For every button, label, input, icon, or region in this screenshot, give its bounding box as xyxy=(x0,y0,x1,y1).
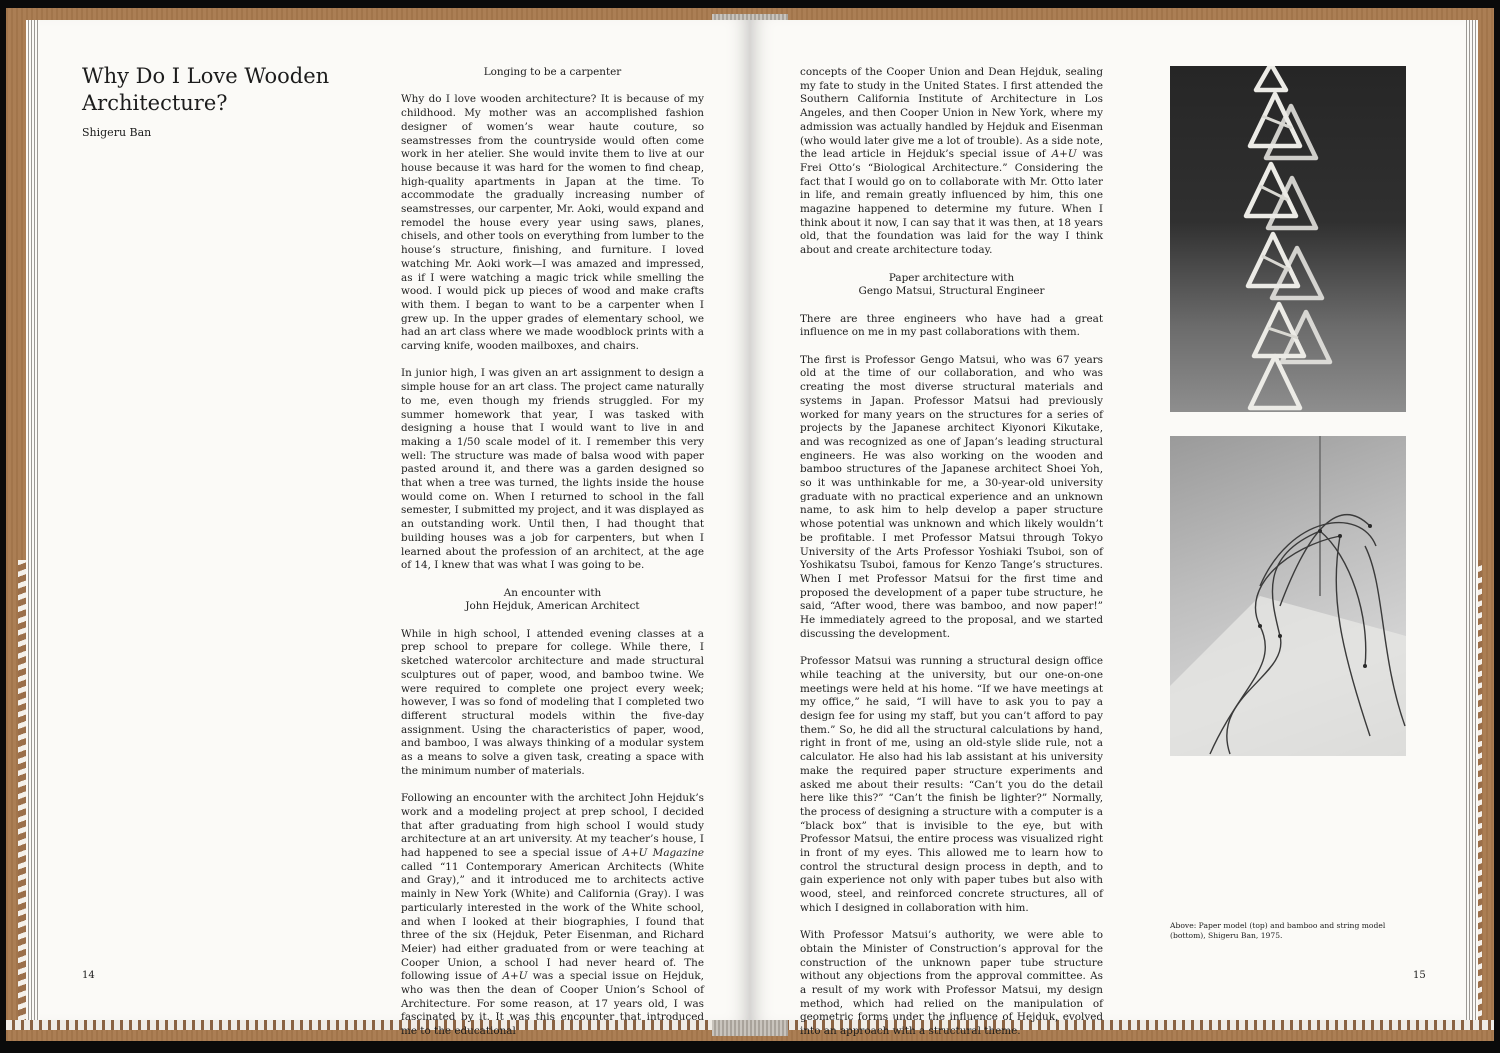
paragraph-professor-matsui: The first is Professor Gengo Matsui, who was 67 years old at the time of our collaboration, and who was creating the most diverse structural materials and systems in Japan. Professor Matsui had previously worked for many years on the structures for a series of projects by the Japanese architect Kiyonori Kikutake, and was recognized as one of Japan’s leading structural engineers. He was also working on the wooden and bamboo structures of the Japanese architect Shoei Yoh, so it was unthinkable for me, a 30-year-old university graduate with no practical experience and an unknown name, to ask him to help develop a paper structure whose potential was unknown and which likely wouldn’t be profitable. I met Professor Matsui through Tokyo University of the Arts Professor Yoshiaki Tsuboi, son of Yoshikatsu Tsuboi, famous for Kenzo Tange’s structures. When I met Professor Matsui for the first time and proposed the development of a paper tube structure, he said, “After wood, there was bamboo, and now paper!” He immediately agreed to the proposal, and we started discussing the development. xyxy=(800,353,1103,640)
paragraph-encounter-part2: called “11 Contemporary American Architects (White and Gray),” and it introduced me to architects active mainly in New York (White) and California (Gray). I was particularly interested in the work of the White school, and when I looked at their biographies, I found that three of the six (Hejduk, Peter Eisenman, and Richard Meier) had either graduated from or were teaching at Cooper Union, a school I had never heard of. The following issue of xyxy=(401,860,704,983)
photo-caption: Above: Paper model (top) and bamboo and string model (bottom), Shigeru Ban, 1975. xyxy=(1170,921,1386,940)
paragraph-approval: With Professor Matsui’s authority, we were able to obtain the Minister of Construction’s approval for the construction of the unknown paper tube structure without any objections from the approval committee. As a result of my work with Professor Matsui, my design method, which had relied on the manipulation of geometric forms under the influence of Hejduk, evolved into an approach with a structural theme. xyxy=(800,929,1103,1038)
bamboo-model-drawing xyxy=(1170,436,1406,756)
article-title: Why Do I Love Wooden Architecture? xyxy=(82,64,330,115)
paragraph-junior-high: In junior high, I was given an art assignment to design a simple house for an art class. The project came naturally to me, even though my friends struggled. For my summer homework that year, I was tasked with designing a house that I would want to live in and making a 1/50 scale model of it. I remember this very well: The structure was made of balsa wood with paper pasted around it, and there was a garden designed so that when a tree was turned, the lights inside the house would come on. When I returned to school in the fall semester, I submitted my project, and it was displayed as an outstanding work. Until then, I had thought that building houses was a job for carpenters, but when I learned about the profession of an architect, at the age of 14, I knew that was what I was going to be. xyxy=(401,367,704,572)
paragraph-encounter-part1: Following an encounter with the architect John Hejduk’s work and a modeling project at prep school, I decided that after graduating from high school I would study architecture at an art university. At my teacher’s house, I had happened to see a special issue of xyxy=(401,792,704,859)
magazine-abbrev-italic: A+U xyxy=(502,970,528,983)
page-number-right: 15 xyxy=(1413,970,1426,981)
section-heading-matsui-line2: Gengo Matsui, Structural Engineer xyxy=(858,285,1045,298)
paragraph-encounter-part3: was a special issue on Hejduk, who was then the dean of Cooper Union’s School of Architecture. For some reason, at 17 years old, I was fascinated by it. It was this encounter that introduced me to the educational xyxy=(401,970,704,1038)
magazine-abbrev-italic-2: A+U xyxy=(1051,148,1077,161)
paragraph-cooper-union-part2: was Frei Otto’s “Biological Architecture.” Considering the fact that I would go on to collaborate with Mr. Otto later in life, and remain greatly influenced by him, this one magazine happened to determine my future. When I think about it now, I can say that it was then, at 18 years old, that the foundation was laid for the way I think about and create architecture today. xyxy=(800,148,1103,257)
magazine-title-italic: A+U Magazine xyxy=(622,847,705,859)
paragraph-structural-office: Professor Matsui was running a structural design office while teaching at the university, but our one-on-one meetings were held at his home. “If we have meetings at my office,” he said, “I will have to ask you to pay a design fee for using my staff, but you can’t afford to pay them.” So, he did all the structural calculations by hand, right in front of me, using an old-style slide rule, not a calculator. He also had his lab assistant at his university make the required paper structure experiments and asked me about their results: “Can’t you do the detail here like this?” “Can’t the finish be lighter?” Normally, the process of designing a structure with a computer is a “black box” that is invisible to the eye, but with Professor Matsui, the entire process was visualized right in front of my eyes. This allowed me to learn how to control the structural design process in depth, and to gain experience not only with paper tubes but also with wood, steel, and reinforced concrete structures, all of which I designed in collaboration with him. xyxy=(800,655,1103,914)
paper-model-triangles xyxy=(1170,66,1406,412)
photo-bamboo-string-model xyxy=(1170,436,1406,756)
page-edges-right xyxy=(1464,20,1478,1020)
page-edges-left xyxy=(26,20,40,1020)
section-heading-carpenter: Longing to be a carpenter xyxy=(483,66,622,78)
paragraph-cooper-union-part1: concepts of the Cooper Union and Dean Hejduk, sealing my fate to study in the United States. I first attended the Southern California Institute of Architecture in Los Angeles, and then Cooper Union in New York, where my admission was actually handled by Hejduk and Eisenman (who would later give me a lot of trouble). As a side note, the lead article in Hejduk’s special issue of xyxy=(800,66,1103,161)
paragraph-cooper-union xyxy=(800,66,1103,258)
right-text-column xyxy=(800,66,1103,1053)
section-heading-matsui xyxy=(800,272,1103,299)
section-heading-hejduk-line1: An encounter with xyxy=(503,586,602,599)
author-name: Shigeru Ban xyxy=(82,126,152,139)
paragraph-encounter xyxy=(401,792,704,1039)
paragraph-three-engineers: There are three engineers who have had a great influence on me in my past collaborations with them. xyxy=(800,312,1103,339)
section-heading-hejduk-line2: John Hejduk, American Architect xyxy=(465,600,640,613)
page-number-left: 14 xyxy=(82,970,95,981)
section-heading-hejduk xyxy=(401,587,704,614)
paragraph-high-school: While in high school, I attended evening classes at a prep school to prepare for college. While there, I sketched watercolor architecture and made structural sculptures out of paper, wood, and bamboo twine. We were required to complete one project every week; however, I was so fond of modeling that I completed two different structural models within the five-day assignment. Using the characteristics of paper, wood, and bamboo, I was always thinking of a modular system as a means to solve a given task, creating a space with the minimum number of materials. xyxy=(401,627,704,777)
left-text-column xyxy=(401,66,704,1053)
photo-paper-model xyxy=(1170,66,1406,412)
paragraph-childhood: Why do I love wooden architecture? It is because of my childhood. My mother was an accomplished fashion designer of women’s wear haute couture, so seamstresses from the countryside would often come work in her atelier. She would invite them to live at our house because it was hard for the women to find cheap, high-quality apartments in Japan at the time. To accommodate the gradually increasing number of seamstresses, our carpenter, Mr. Aoki, would expand and remodel the house every year using saws, planes, chisels, and other tools on everything from lumber to the house’s structure, finishing, and furniture. I loved watching Mr. Aoki work—I was amazed and impressed, as if I were watching a magic trick while smelling the wood. I would pick up pieces of wood and make crafts with them. I began to want to be a carpenter when I grew up. In the upper grades of elementary school, we had an art class where we made woodblock prints with a carving knife, wooden mailboxes, and chairs. xyxy=(401,93,704,353)
section-heading-matsui-line1: Paper architecture with xyxy=(888,271,1015,284)
